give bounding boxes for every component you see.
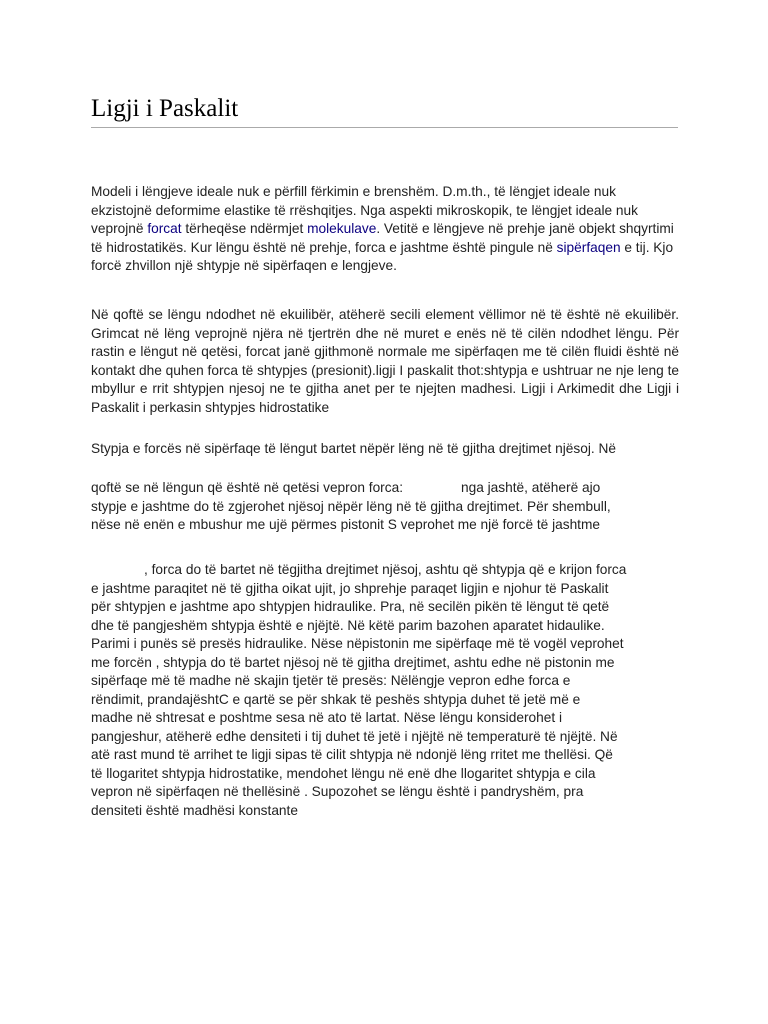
paragraph-hydraulic-press	[91, 561, 679, 820]
link-forcat[interactable]: forcat	[147, 221, 182, 236]
text-line: madhe në shtresat e poshtme sesa në ato të lartat. Nëse lëngu konsiderohet i	[91, 710, 562, 725]
text-line: Parimi i punës së presës hidraulike. Nëse nëpistonin me sipërfaqe më të vogël veprohet	[91, 636, 624, 651]
text-line: pangjeshur, atëherë edhe densiteti i tij duhet të jetë i njëjtë në temperaturë të njëjtë. Në	[91, 728, 618, 744]
paragraph-text: tërheqëse ndërmjet	[181, 221, 308, 236]
text-line: për shtypjen e jashtme apo shtypjen hidraulike. Pra, në secilën pikën të lëngut të qetë	[91, 599, 610, 614]
text-line: sipërfaqe më të madhe në skajin tjetër të presës: Nëlëngje vepron edhe forca e	[91, 673, 571, 688]
paragraph-text: e tij. Kjo forcë zhvillon një shtypje në sipërfaqen e lengjeve.	[91, 239, 674, 273]
paragraph-text: . Vetitë e lëngjeve në prehje janë objekt shqyrtimi të hidrostatikës. Kur lëngu është në prehje, forca e jashtme është pingule në	[91, 221, 674, 255]
text-line: densiteti është madhësi konstante	[91, 802, 298, 818]
paragraph-external-force	[91, 479, 679, 535]
text-line: nëse në enën e mbushur me ujë përmes pistonit S veprohet me një forcë të jashtme	[91, 517, 600, 532]
text-line: dhe të pangjeshëm shtypja është e njëjtë. Në këtë parim bazohen aparatet hidaulike.	[91, 617, 605, 633]
link-molekulave[interactable]: molekulave	[307, 221, 377, 236]
paragraph-pressure-transfer: Stypja e forcës në sipërfaqe të lëngut bartet nëpër lëng në të gjitha drejtimet njësoj. Në	[91, 441, 617, 456]
paragraph-equilibrium: Në qoftë se lëngu ndodhet në ekuilibër, atëherë secili element vëllimor në të është në ekuilibër. Grimcat në lëng veprojnë njëra në tjertrën dhe në muret e enës në të cilën ndodhet lëngu. Për rastin e lëngut në qetësi, forcat janë gjithmonë normale me sipërfaqen me të cilën fluidi është në kontakt dhe quhen forca të shtypjes (presionit).ligji I paskalit thot:shtypja e ushtruar ne nje leng te mbyllur e rrit shtypjen njesoj ne te gjitha anet per te njejten madhesi. Ligji i Arkimedit dhe Ligji i Paskalit i perkasin shtypjes hidrostatike	[91, 307, 679, 415]
paragraph-ideal-fluids	[91, 183, 679, 276]
text-line: vepron në sipërfaqen në thellësinë . Supozohet se lëngu është i pandryshëm, pra	[91, 784, 584, 799]
text-line: , forca do të bartet në tëgjitha drejtimet njësoj, ashtu që shtypja që e krijon forca	[144, 562, 627, 577]
text-line	[91, 479, 679, 498]
page-title: Ligji i Paskalit	[91, 93, 678, 128]
text-line: stypje e jashtme do të zgjerohet njësoj nëpër lëng në të gjitha drejtimet. Për shembull,	[91, 498, 611, 514]
text-segment: qoftë se në lëngun që është në qetësi vepron forca:	[91, 480, 403, 495]
text-segment: nga jashtë, atëherë ajo	[461, 480, 601, 495]
text-line: me forcën , shtypja do të bartet njësoj në të gjitha drejtimet, ashtu edhe në pistonin me	[91, 654, 615, 670]
text-line: e jashtme paraqitet në të gjitha oikat ujit, jo shprehje paraqet ligjin e njohur të Paskalit	[91, 580, 609, 596]
paragraph-text: Modeli i lëngjeve ideale nuk e përfill fërkimin e brenshëm. D.m.th., të lëngjet ideale nuk ekzistojnë deformime elastike të rrëshqitjes. Nga aspekti mikroskopik, te lëngjet ideale nuk veprojnë	[91, 184, 638, 236]
text-line: rëndimit, prandajështC e qartë se për shkak të peshës shtypja duhet të jetë më e	[91, 691, 581, 707]
link-siperfaqen[interactable]: sipërfaqen	[556, 239, 621, 255]
text-line: atë rast mund të arrihet te ligji sipas të cilit shtypja në ndonjë lëng rritet me thellësi. Që	[91, 747, 613, 762]
text-line: të llogaritet shtypja hidrostatike, mendohet lëngu në enë dhe llogaritet shtypja e cila	[91, 765, 596, 781]
